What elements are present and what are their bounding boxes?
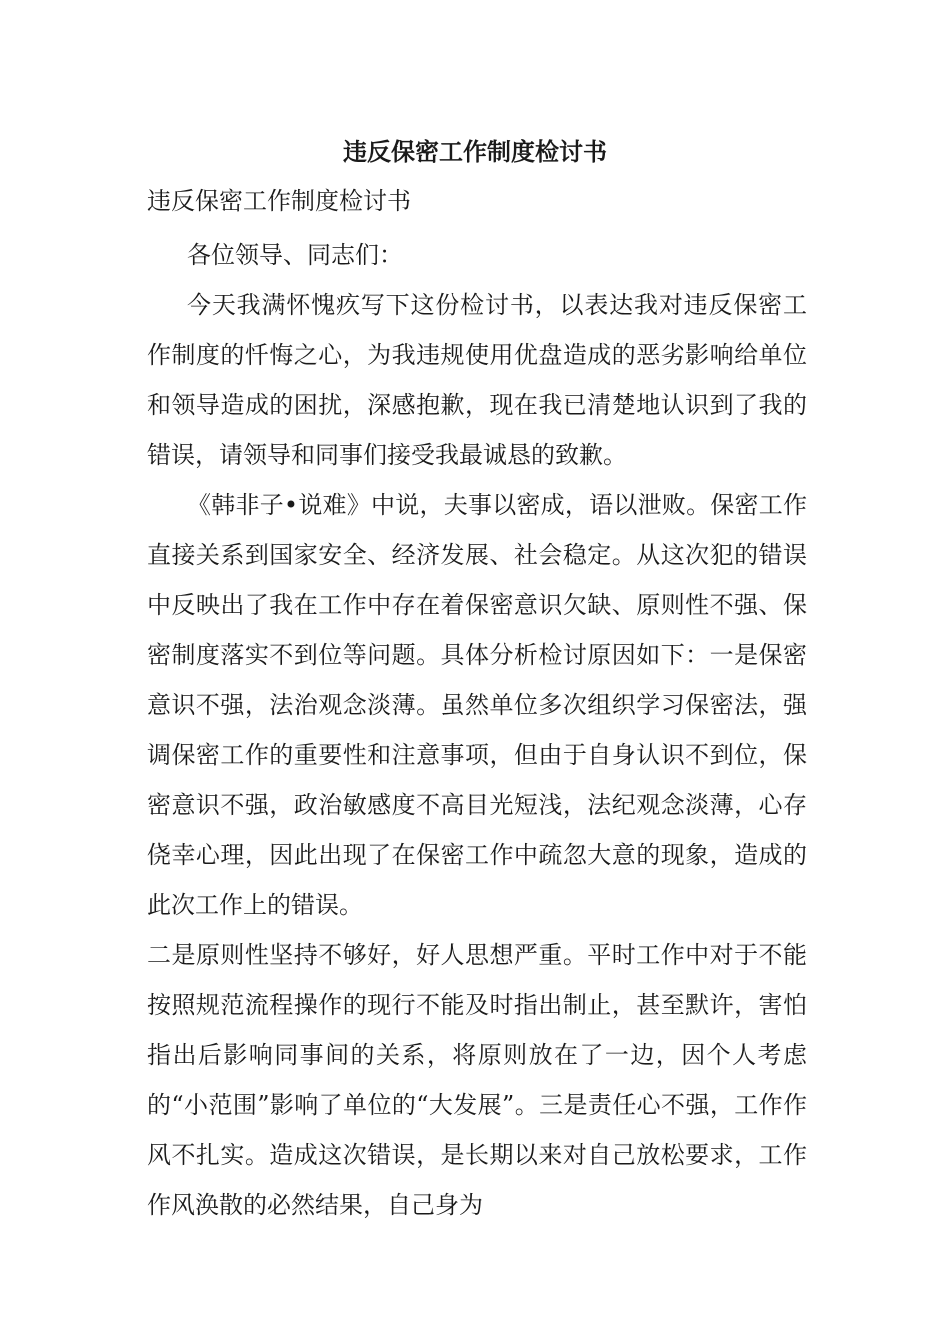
salutation: 各位领导、同志们：	[187, 241, 403, 269]
document-body	[147, 230, 807, 1230]
document-title: 违反保密工作制度检讨书	[343, 137, 607, 166]
document-subtitle: 违反保密工作制度检讨书	[147, 187, 411, 215]
paragraph-continuation: 二是原则性坚持不够好，好人思想严重。平时工作中对于不能按照规范流程操作的现行不能及时指出制止，甚至默许，害怕指出后影响同事间的关系，将原则放在了一边，因个人考虑的“小范围”影响了单位的“大发展”。三是责任心不强，工作作风不扎实。造成这次错误，是长期以来对自己放松要求，工作作风涣散的必然结果，自己身为	[147, 941, 807, 1219]
paragraph-analysis: 《韩非子•说难》中说，夫事以密成，语以泄败。保密工作直接关系到国家安全、经济发展、社会稳定。从这次犯的错误中反映出了我在工作中存在着保密意识欠缺、原则性不强、保密制度落实不到位等问题。具体分析检讨原因如下：一是保密意识不强，法治观念淡薄。虽然单位多次组织学习保密法，强调保密工作的重要性和注意事项，但由于自身认识不到位，保密意识不强，政治敏感度不高目光短浅，法纪观念淡薄，心存侥幸心理，因此出现了在保密工作中疏忽大意的现象，造成的此次工作上的错误。	[147, 491, 807, 919]
paragraph-apology: 今天我满怀愧疚写下这份检讨书，以表达我对违反保密工作制度的忏悔之心，为我违规使用优盘造成的恶劣影响给单位和领导造成的困扰，深感抱歉，现在我已清楚地认识到了我的错误，请领导和同事们接受我最诚恳的致歉。	[147, 291, 807, 469]
